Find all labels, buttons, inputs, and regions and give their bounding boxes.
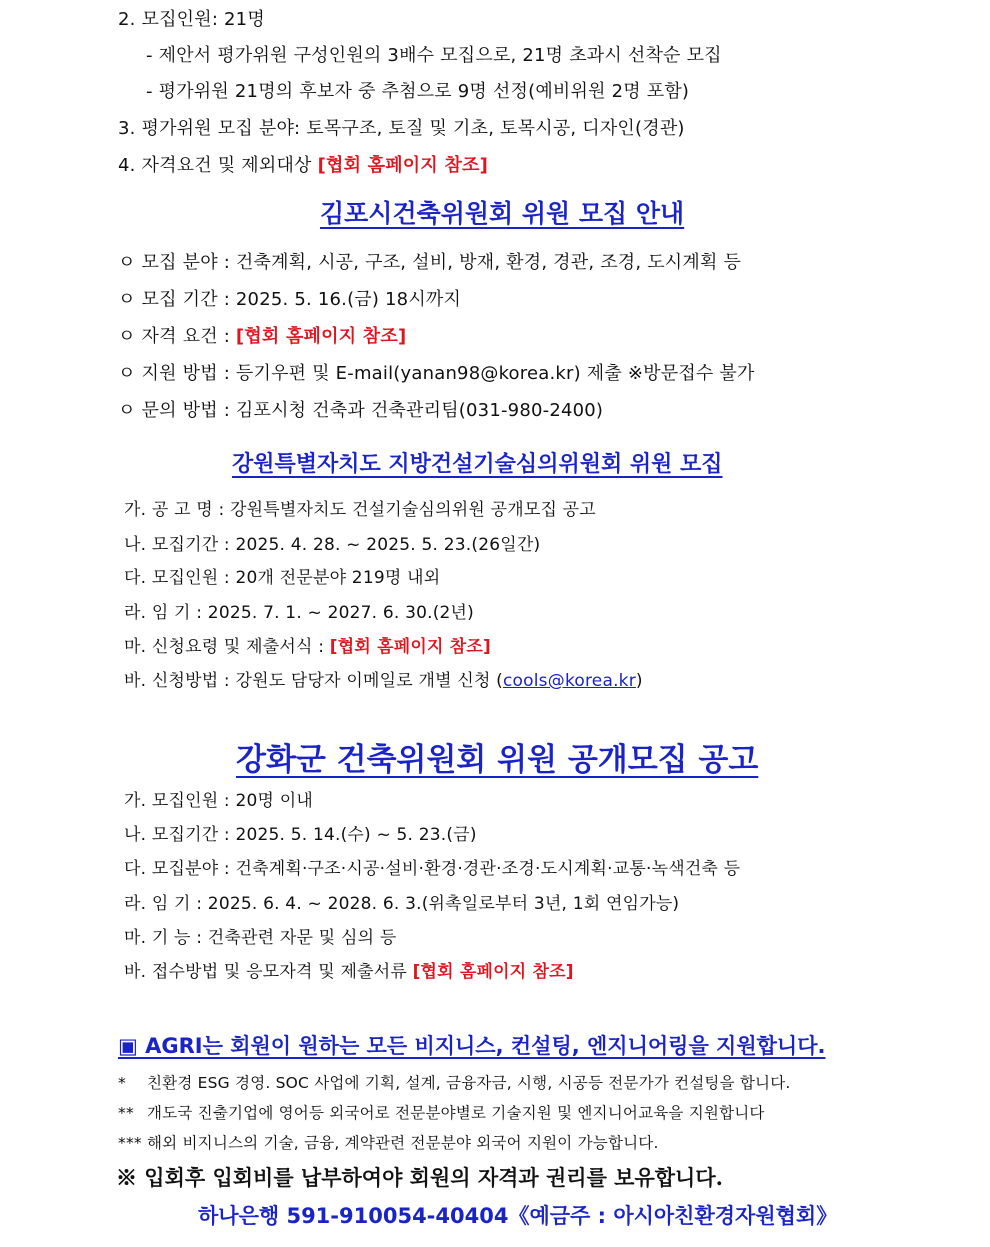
ganghwa-ba <box>124 960 574 984</box>
agri-note-1: 친환경 ESG 경영. SOC 사업에 기획, 설계, 금융자금, 시행, 시공등 전문가가 컨설팅을 합니다. <box>147 1074 791 1092</box>
ganghwa-da: 다. 모집분야 : 건축계획·구조·시공·설비·환경·경관·조경·도시계획·교통·녹색건축 등 <box>124 859 741 879</box>
agri-headline: ▣ AGRI는 회원이 원하는 모든 비지니스, 컨설팅, 엔지니어링을 지원합니다. <box>118 1034 826 1058</box>
gimpo-qual-reference: [협회 홈페이지 참조] <box>235 326 407 347</box>
item-4-label: 4. 자격요건 및 제외대상 <box>118 155 318 176</box>
gimpo-method: ㅇ 지원 방법 : 등기우편 및 E-mail(yanan98@korea.kr) 제출 ※방문접수 불가 <box>118 363 755 384</box>
item-2-sub-1: - 제안서 평가위원 구성인원의 3배수 모집으로, 21명 초과시 선착순 모집 <box>146 45 722 66</box>
item-3-fields: 3. 평가위원 모집 분야: 토목구조, 토질 및 기초, 토목시공, 디자인(경관) <box>118 118 685 139</box>
gimpo-field: ㅇ 모집 분야 : 건축계획, 시공, 구조, 설비, 방재, 환경, 경관, 조경, 도시계획 등 <box>118 252 742 273</box>
gangwon-ra: 라. 임 기 : 2025. 7. 1. ~ 2027. 6. 30.(2년) <box>124 603 475 623</box>
gimpo-contact: ㅇ 문의 방법 : 김포시청 건축과 건축관리팀(031-980-2400) <box>118 400 604 421</box>
agri-note-2-mark: ** <box>118 1104 134 1122</box>
membership-notice: ※ 입회후 입회비를 납부하여야 회원의 자격과 권리를 보유합니다. <box>116 1165 723 1190</box>
item-4-reference: [협회 홈페이지 참조] <box>317 155 489 176</box>
gangwon-ma-reference: [협회 홈페이지 참조] <box>329 637 491 657</box>
item-4-qualifications <box>118 154 488 178</box>
agri-note-2: 개도국 진출기업에 영어등 외국어로 전문분야별로 기술지원 및 엔지니어교육을 지원합니다 <box>147 1104 765 1122</box>
gangwon-ba-close: ) <box>635 671 643 691</box>
gimpo-qualification <box>118 325 406 349</box>
ganghwa-title: 강화군 건축위원회 위원 공개모집 공고 <box>236 742 759 778</box>
gangwon-ga: 가. 공 고 명 : 강원특별자치도 건설기술심의위원 공개모집 공고 <box>124 500 596 520</box>
gangwon-na: 나. 모집기간 : 2025. 4. 28. ~ 2025. 5. 23.(26일간) <box>124 535 541 555</box>
gangwon-ma <box>124 635 491 659</box>
gangwon-email-link[interactable]: cools@korea.kr <box>503 671 636 691</box>
agri-note-3: 해외 비지니스의 기술, 금융, 계약관련 전문분야 외국어 지원이 가능합니다. <box>147 1134 659 1152</box>
gangwon-ma-label: 마. 신청요령 및 제출서식 : <box>124 637 330 657</box>
ganghwa-ba-label: 바. 접수방법 및 응모자격 및 제출서류 <box>124 962 413 982</box>
bank-account: 하나은행 591-910054-40404《예금주 : 아시아친환경자원협회》 <box>198 1204 838 1228</box>
ganghwa-ga: 가. 모집인원 : 20명 이내 <box>124 791 313 811</box>
ganghwa-na: 나. 모집기간 : 2025. 5. 14.(수) ~ 5. 23.(금) <box>124 825 477 845</box>
ganghwa-ma: 마. 기 능 : 건축관련 자문 및 심의 등 <box>124 928 397 948</box>
agri-note-3-mark: *** <box>118 1134 142 1152</box>
gimpo-qual-label: ㅇ 자격 요건 : <box>118 326 236 347</box>
gangwon-da: 다. 모집인원 : 20개 전문분야 219명 내외 <box>124 568 441 588</box>
agri-note-1-mark: * <box>118 1074 126 1092</box>
ganghwa-ba-reference: [협회 홈페이지 참조] <box>412 962 574 982</box>
gangwon-ba-label: 바. 신청방법 : 강원도 담당자 이메일로 개별 신청 ( <box>124 671 504 691</box>
ganghwa-ra: 라. 임 기 : 2025. 6. 4. ~ 2028. 6. 3.(위촉일로부터 3년, 1회 연임가능) <box>124 894 680 914</box>
gangwon-title: 강원특별자치도 지방건설기술심의위원회 위원 모집 <box>232 452 723 477</box>
gangwon-ba <box>124 669 643 693</box>
item-2-recruit-count: 2. 모집인원: 21명 <box>118 9 265 30</box>
gimpo-title: 김포시건축위원회 위원 모집 안내 <box>320 199 685 228</box>
gimpo-period: ㅇ 모집 기간 : 2025. 5. 16.(금) 18시까지 <box>118 289 462 310</box>
item-2-sub-2: - 평가위원 21명의 후보자 중 추첨으로 9명 선정(예비위원 2명 포함) <box>146 81 690 102</box>
